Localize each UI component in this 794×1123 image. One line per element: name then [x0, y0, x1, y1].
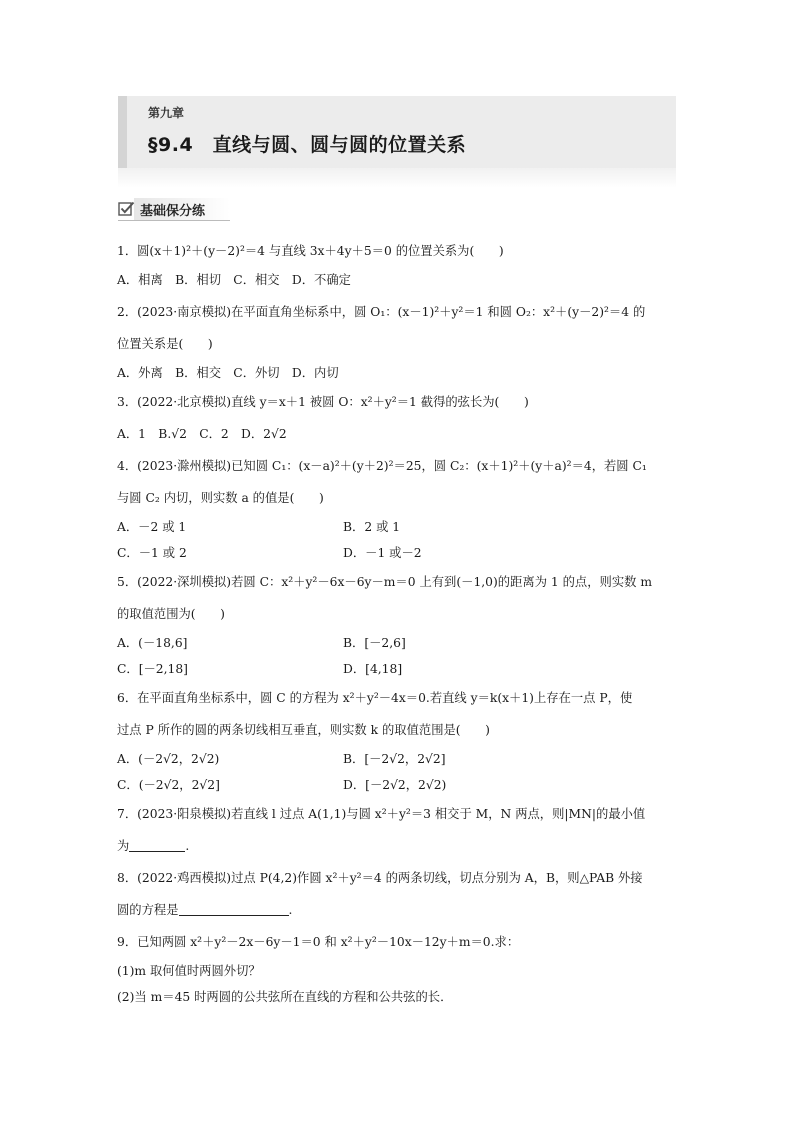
option-a: A．－2 或 1 — [117, 520, 187, 534]
question-6-options-row-2 — [117, 772, 679, 798]
question-8-stem: 8．(2022·鸡西模拟)过点 P(4,2)作圆 x²＋y²＝4 的两条切线，切点分别为 A，B，则△PAB 外接 — [117, 871, 643, 885]
question-5-stem: 5．(2022·深圳模拟)若圆 C：x²＋y²－6x－6y－m＝0 上有到(－1,0)的距离为 1 的点，则实数 m — [117, 575, 652, 589]
section-title: §9.4 直线与圆、圆与圆的位置关系 — [148, 134, 467, 156]
chapter-label: 第九章 — [148, 106, 185, 120]
question-3-options: A．1 B.√2 C．2 D．2√2 — [117, 427, 287, 441]
option-c: C．(－2√2，2√2] — [117, 778, 220, 792]
answer-blank[interactable] — [129, 837, 185, 852]
question-8-answer-line — [117, 894, 679, 926]
question-6-stem: 6．在平面直角坐标系中，圆 C 的方程为 x²＋y²－4x＝0.若直线 y＝k(x＋1)上存在一点 P，使 — [117, 691, 633, 705]
question-6-options-row-1 — [117, 746, 679, 772]
question-9-part-2: (2)当 m＝45 时两圆的公共弦所在直线的方程和公共弦的长． — [117, 990, 453, 1004]
checkbox-icon — [118, 200, 135, 217]
question-4-stem: 4．(2023·滁州模拟)已知圆 C₁：(x－a)²＋(y＋2)²＝25，圆 C₂：(x＋1)²＋(y＋a)²＝4，若圆 C₁ — [117, 459, 647, 473]
question-list — [117, 238, 679, 1010]
question-5-stem-cont: 的取值范围为( ) — [117, 607, 225, 621]
option-c: C．－1 或 2 — [117, 546, 187, 560]
question-3-stem: 3．(2022·北京模拟)直线 y＝x＋1 被圆 O：x²＋y²＝1 截得的弦长为( ) — [117, 395, 529, 409]
practice-section-heading — [118, 198, 230, 221]
option-c: C．[－2,18] — [117, 662, 188, 676]
question-7-stem: 7．(2023·阳泉模拟)若直线 l 过点 A(1,1)与圆 x²＋y²＝3 相交于 M，N 两点，则|MN|的最小值 — [117, 807, 646, 821]
question-5-options-row-2 — [117, 656, 679, 682]
header-accent — [118, 96, 127, 168]
section-label: 基础保分练 — [140, 204, 206, 219]
option-d: D．－1 或－2 — [343, 546, 422, 560]
question-2-options: A．外离 B．相交 C．外切 D．内切 — [117, 366, 339, 380]
option-b: B．2 或 1 — [343, 520, 401, 534]
question-7-prefix: 为 — [117, 839, 130, 853]
question-6-stem-cont: 过点 P 所作的圆的两条切线相互垂直，则实数 k 的取值范围是( ) — [117, 723, 490, 737]
option-a: A．(－18,6] — [117, 636, 188, 650]
option-d: D．[－2√2，2√2) — [343, 778, 447, 792]
answer-blank[interactable] — [179, 901, 289, 916]
question-1-options: A．相离 B．相切 C．相交 D．不确定 — [117, 273, 351, 287]
question-7-answer-line — [117, 830, 679, 862]
question-2-stem: 2．(2023·南京模拟)在平面直角坐标系中，圆 O₁：(x－1)²＋y²＝1 和圆 O₂：x²＋(y－2)²＝4 的 — [117, 305, 646, 319]
chapter-header — [118, 96, 676, 188]
option-d: D．[4,18] — [343, 662, 403, 676]
question-8-suffix: . — [288, 903, 293, 917]
question-9-part-1: (1)m 取何值时两圆外切？ — [117, 964, 261, 978]
header-shadow — [118, 168, 676, 188]
question-5-options-row-1 — [117, 630, 679, 656]
option-b: B．[－2,6] — [343, 636, 406, 650]
question-1-stem: 1．圆(x＋1)²＋(y－2)²＝4 与直线 3x＋4y＋5＝0 的位置关系为( ) — [117, 244, 504, 258]
question-4-options-row-2 — [117, 540, 679, 566]
question-4-stem-cont: 与圆 C₂ 内切，则实数 a 的值是( ) — [117, 491, 324, 505]
option-b: B．[－2√2，2√2] — [343, 752, 446, 766]
question-9-stem: 9．已知两圆 x²＋y²－2x－6y－1＝0 和 x²＋y²－10x－12y＋m＝0.求： — [117, 935, 520, 949]
question-2-stem-cont: 位置关系是( ) — [117, 337, 213, 351]
question-4-options-row-1 — [117, 514, 679, 540]
option-a: A．(－2√2，2√2) — [117, 752, 220, 766]
question-8-prefix: 圆的方程是 — [117, 903, 179, 917]
question-7-suffix: . — [185, 839, 190, 853]
